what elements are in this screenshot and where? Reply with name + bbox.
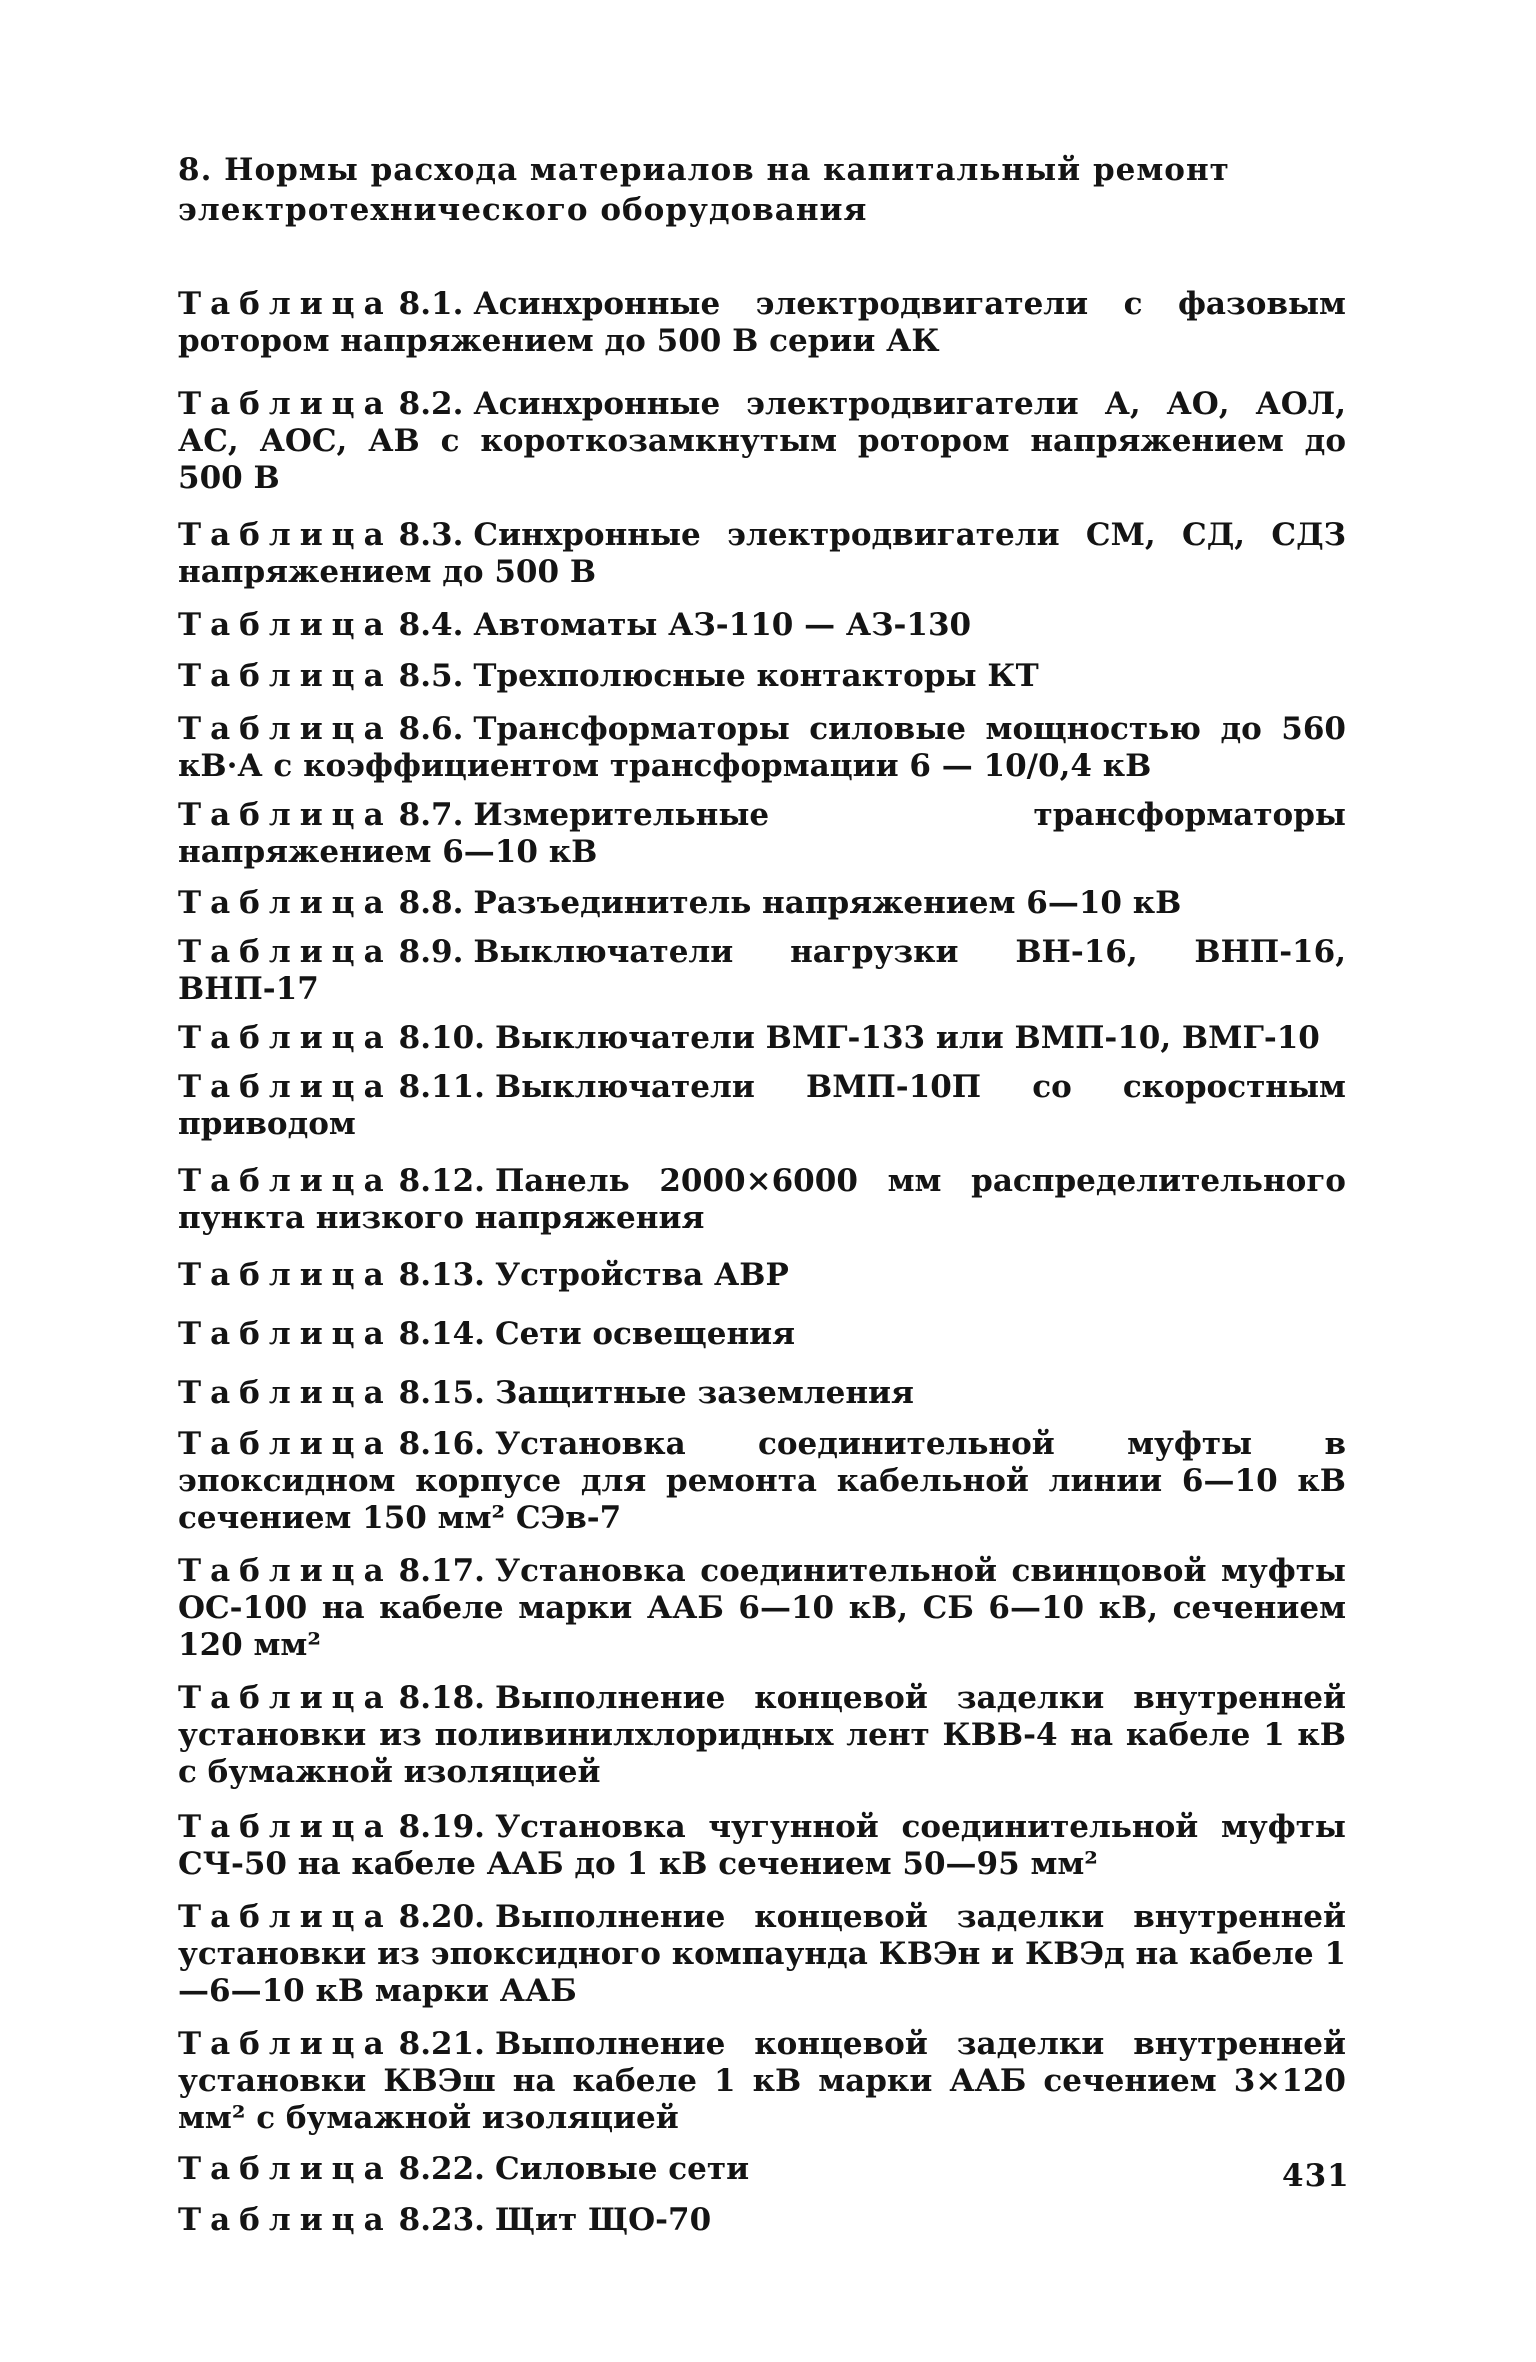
entry-label: Таблица bbox=[178, 386, 393, 422]
table-entry bbox=[178, 711, 1346, 785]
entry-title: Асинхронные электродвигатели А, АО, АОЛ, АС, АОС, АВ с короткозамкнутым ротором напряжением до 500 В bbox=[178, 386, 1346, 496]
entry-title: Сети освещения bbox=[494, 1316, 796, 1352]
table-entry bbox=[178, 2026, 1346, 2137]
entry-title: Асинхронные электродвигатели с фазовым ротором напряжением до 500 В серии АК bbox=[178, 286, 1346, 359]
entry-title: Выполнение концевой заделки внутренней установки КВЭш на кабеле 1 кВ марки ААБ сечением 3×120 мм² с бумажной изоляцией bbox=[178, 2026, 1346, 2136]
entry-number: 8.16. bbox=[398, 1426, 485, 1462]
entry-number: 8.20. bbox=[398, 1899, 485, 1935]
entry-label: Таблица bbox=[178, 1257, 393, 1293]
entry-number: 8.11. bbox=[398, 1069, 485, 1105]
entry-number: 8.9. bbox=[398, 934, 464, 970]
entry-label: Таблица bbox=[178, 517, 393, 553]
page-number: 431 bbox=[1282, 2158, 1350, 2194]
table-list bbox=[178, 272, 1346, 2239]
entry-title: Панель 2000×6000 мм распределительного пункта низкого напряжения bbox=[178, 1163, 1346, 1236]
table-entry bbox=[178, 1375, 1346, 1412]
table-entry bbox=[178, 2151, 1346, 2188]
table-entry bbox=[178, 2202, 1346, 2239]
entry-title: Устройства АВР bbox=[494, 1257, 789, 1293]
table-entry bbox=[178, 1020, 1346, 1057]
entry-label: Таблица bbox=[178, 1069, 393, 1105]
table-entry bbox=[178, 885, 1346, 922]
entry-title: Выключатели ВМГ-133 или ВМП-10, ВМГ-10 bbox=[494, 1020, 1320, 1056]
entry-title: Автоматы АЗ-110 — АЗ-130 bbox=[473, 607, 972, 643]
table-entry bbox=[178, 658, 1346, 695]
table-entry bbox=[178, 517, 1346, 591]
table-entry bbox=[178, 386, 1346, 497]
entry-title: Щит ЩО-70 bbox=[494, 2202, 712, 2238]
entry-label: Таблица bbox=[178, 934, 393, 970]
entry-number: 8.5. bbox=[398, 658, 464, 694]
entry-number: 8.10. bbox=[398, 1020, 485, 1056]
entry-label: Таблица bbox=[178, 885, 393, 921]
table-entry bbox=[178, 607, 1346, 644]
entry-label: Таблица bbox=[178, 2151, 393, 2187]
entry-number: 8.8. bbox=[398, 885, 464, 921]
entry-label: Таблица bbox=[178, 1426, 393, 1462]
table-entry bbox=[178, 1069, 1346, 1143]
entry-number: 8.14. bbox=[398, 1316, 485, 1352]
entry-title: Защитные заземления bbox=[494, 1375, 914, 1411]
entry-title: Выключатели нагрузки ВН-16, ВНП-16, ВНП-17 bbox=[178, 934, 1346, 1007]
entry-title: Синхронные электродвигатели СМ, СД, СДЗ напряжением до 500 В bbox=[178, 517, 1346, 590]
entry-number: 8.2. bbox=[398, 386, 464, 422]
entry-title: Выполнение концевой заделки внутренней установки из поливинилхлоридных лент КВВ-4 на кабеле 1 кВ с бумажной изоляцией bbox=[178, 1680, 1346, 1790]
entry-number: 8.12. bbox=[398, 1163, 485, 1199]
entry-number: 8.1. bbox=[398, 286, 464, 322]
entry-number: 8.13. bbox=[398, 1257, 485, 1293]
entry-title: Трехполюсные контакторы КТ bbox=[473, 658, 1039, 694]
entry-label: Таблица bbox=[178, 1020, 393, 1056]
table-entry bbox=[178, 1899, 1346, 2010]
entry-title: Установка чугунной соединительной муфты СЧ-50 на кабеле ААБ до 1 кВ сечением 50—95 мм² bbox=[178, 1809, 1346, 1882]
table-entry bbox=[178, 286, 1346, 360]
entry-title: Измерительные трансформаторы напряжением 6—10 кВ bbox=[178, 797, 1346, 870]
entry-title: Трансформаторы силовые мощностью до 560 кВ·А с коэффициентом трансформации 6 — 10/0,4 кВ bbox=[178, 711, 1346, 784]
entry-label: Таблица bbox=[178, 2202, 393, 2238]
entry-title: Выполнение концевой заделки внутренней установки из эпоксидного компаунда КВЭн и КВЭд на кабеле 1—6—10 кВ марки ААБ bbox=[178, 1899, 1346, 2009]
entry-number: 8.22. bbox=[398, 2151, 485, 2187]
table-entry bbox=[178, 1553, 1346, 1664]
entry-label: Таблица bbox=[178, 1899, 393, 1935]
entry-label: Таблица bbox=[178, 607, 393, 643]
entry-label: Таблица bbox=[178, 1163, 393, 1199]
entry-title: Разъединитель напряжением 6—10 кВ bbox=[473, 885, 1182, 921]
entry-number: 8.6. bbox=[398, 711, 464, 747]
entry-title: Установка соединительной муфты в эпоксидном корпусе для ремонта кабельной линии 6—10 кВ сечением 150 мм² СЭв-7 bbox=[178, 1426, 1346, 1536]
entry-number: 8.15. bbox=[398, 1375, 485, 1411]
table-entry bbox=[178, 1680, 1346, 1791]
entry-title: Силовые сети bbox=[494, 2151, 750, 2187]
entry-label: Таблица bbox=[178, 797, 393, 833]
table-entry bbox=[178, 1426, 1346, 1537]
entry-label: Таблица bbox=[178, 658, 393, 694]
entry-label: Таблица bbox=[178, 1316, 393, 1352]
table-entry bbox=[178, 1809, 1346, 1883]
entry-label: Таблица bbox=[178, 711, 393, 747]
entry-label: Таблица bbox=[178, 286, 393, 322]
table-entry bbox=[178, 1257, 1346, 1294]
entry-title: Установка соединительной свинцовой муфты ОС-100 на кабеле марки ААБ 6—10 кВ, СБ 6—10 кВ, сечением 120 мм² bbox=[178, 1553, 1346, 1663]
entry-number: 8.3. bbox=[398, 517, 464, 553]
entry-label: Таблица bbox=[178, 1680, 393, 1716]
entry-number: 8.18. bbox=[398, 1680, 485, 1716]
entry-number: 8.19. bbox=[398, 1809, 485, 1845]
entry-label: Таблица bbox=[178, 2026, 393, 2062]
table-entry bbox=[178, 1163, 1346, 1237]
entry-number: 8.23. bbox=[398, 2202, 485, 2238]
entry-label: Таблица bbox=[178, 1809, 393, 1845]
entry-number: 8.17. bbox=[398, 1553, 485, 1589]
entry-title: Выключатели ВМП-10П со скоростным приводом bbox=[178, 1069, 1346, 1142]
table-entry bbox=[178, 934, 1346, 1008]
table-entry bbox=[178, 797, 1346, 871]
section-title: 8. Нормы расхода материалов на капитальный ремонт электротехнического оборудования bbox=[178, 152, 1230, 228]
entry-number: 8.21. bbox=[398, 2026, 485, 2062]
entry-number: 8.4. bbox=[398, 607, 464, 643]
table-entry bbox=[178, 1316, 1346, 1353]
entry-label: Таблица bbox=[178, 1375, 393, 1411]
entry-number: 8.7. bbox=[398, 797, 464, 833]
entry-label: Таблица bbox=[178, 1553, 393, 1589]
